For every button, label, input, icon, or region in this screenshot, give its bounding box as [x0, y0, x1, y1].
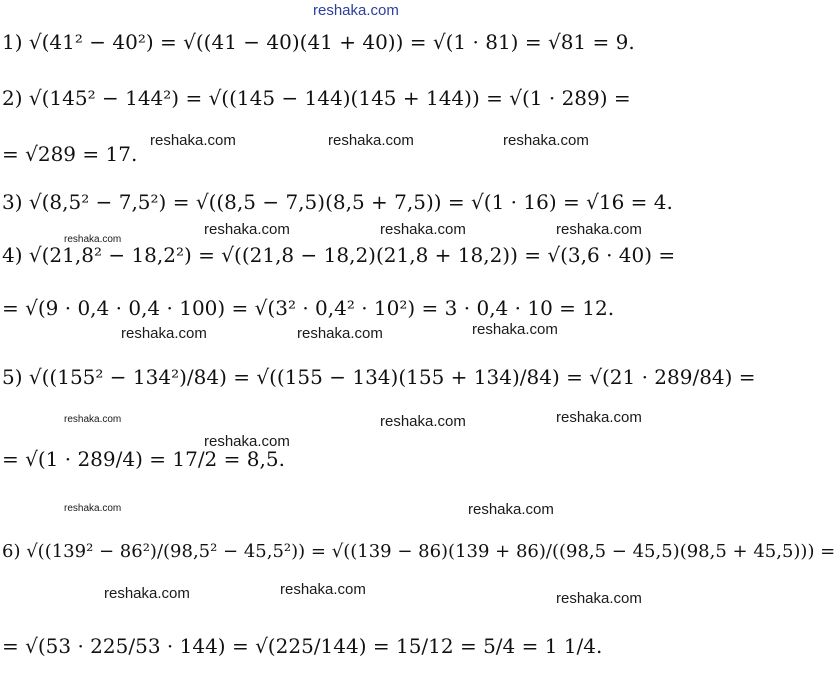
solution-4-line-2: = √(9 · 0,4 · 0,4 · 100) = √(3² · 0,4² · 10²) = 3 · 0,4 · 10 = 12.	[2, 296, 615, 320]
watermark: reshaka.com	[64, 414, 122, 425]
solution-4-line-1: 4) √(21,8² − 18,2²) = √((21,8 − 18,2)(21,8 + 18,2)) = √(3,6 · 40) =	[2, 243, 676, 267]
header-watermark: reshaka.com	[313, 2, 399, 19]
watermark: reshaka.com	[280, 581, 366, 598]
solution-1: 1) √(41² − 40²) = √((41 − 40)(41 + 40)) = √(1 · 81) = √81 = 9.	[2, 30, 635, 54]
solution-5-line-2: = √(1 · 289/4) = 17/2 = 8,5.	[2, 447, 285, 471]
solution-2-line-2: = √289 = 17.	[2, 142, 138, 166]
watermark: reshaka.com	[204, 433, 290, 450]
watermark: reshaka.com	[380, 221, 466, 238]
watermark: reshaka.com	[150, 132, 236, 149]
watermark: reshaka.com	[64, 503, 122, 514]
solution-3: 3) √(8,5² − 7,5²) = √((8,5 − 7,5)(8,5 + 7,5)) = √(1 · 16) = √16 = 4.	[2, 190, 673, 214]
watermark: reshaka.com	[468, 501, 554, 518]
watermark: reshaka.com	[556, 590, 642, 607]
solution-5-line-1: 5) √((155² − 134²)/84) = √((155 − 134)(155 + 134)/84) = √(21 · 289/84) =	[2, 365, 756, 389]
watermark: reshaka.com	[64, 234, 122, 245]
watermark: reshaka.com	[104, 585, 190, 602]
watermark: reshaka.com	[556, 409, 642, 426]
solution-6-line-1: 6) √((139² − 86²)/(98,5² − 45,5²)) = √((139 − 86)(139 + 86)/((98,5 − 45,5)(98,5 + 45,5))) =	[2, 541, 835, 562]
watermark: reshaka.com	[204, 221, 290, 238]
watermark: reshaka.com	[503, 132, 589, 149]
solution-2-line-1: 2) √(145² − 144²) = √((145 − 144)(145 + 144)) = √(1 · 289) =	[2, 86, 631, 110]
watermark: reshaka.com	[380, 413, 466, 430]
watermark: reshaka.com	[556, 221, 642, 238]
watermark: reshaka.com	[121, 325, 207, 342]
watermark: reshaka.com	[297, 325, 383, 342]
solution-6-line-2: = √(53 · 225/53 · 144) = √(225/144) = 15/12 = 5/4 = 1 1/4.	[2, 634, 603, 658]
watermark: reshaka.com	[472, 321, 558, 338]
watermark: reshaka.com	[328, 132, 414, 149]
